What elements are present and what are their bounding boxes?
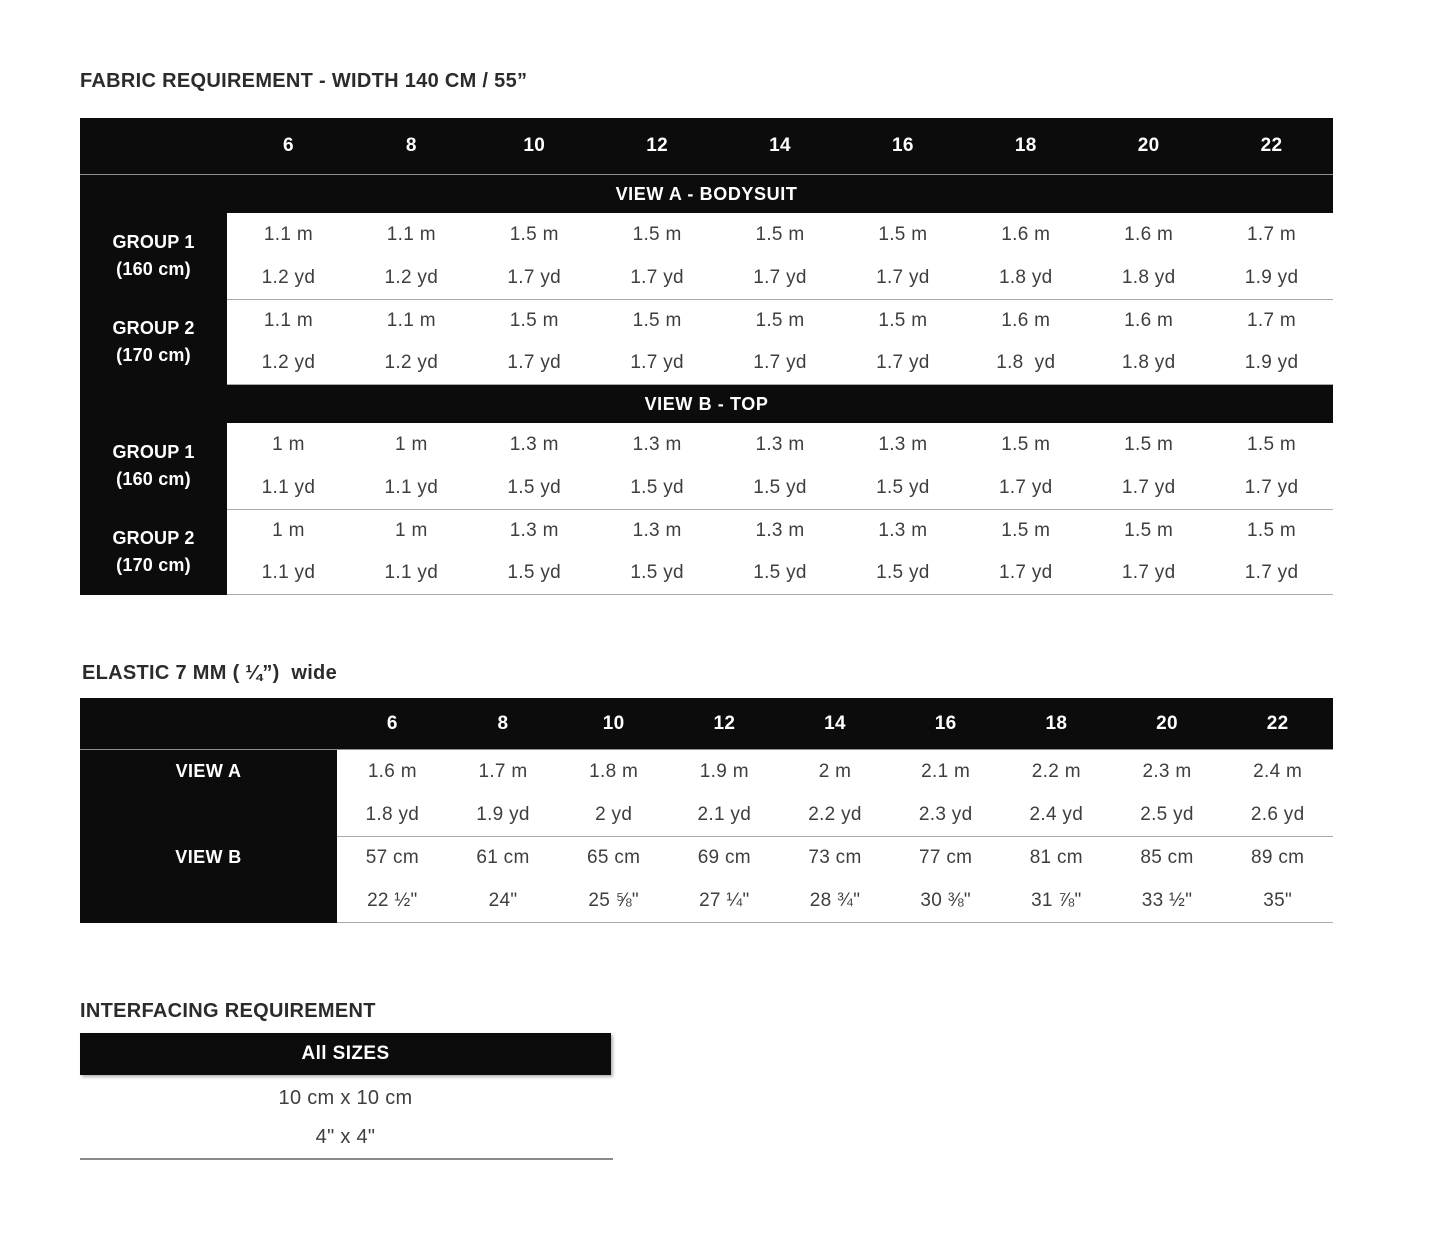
- fabric-imperial-value: 1.7 yd: [1244, 562, 1299, 583]
- elastic-inch-value: 28 ¾": [809, 889, 861, 911]
- elastic-table: [80, 698, 1333, 923]
- elastic-imperial-value: 2 yd: [595, 803, 633, 825]
- fabric-imperial-value: 1.7 yd: [876, 352, 930, 373]
- elastic-cm-value: 65 cm: [587, 847, 641, 869]
- fabric-imperial-value: 1.2 yd: [261, 352, 316, 373]
- fabric-header-corner: [80, 118, 227, 174]
- elastic-metric-value: 2.4 m: [1253, 760, 1303, 782]
- elastic-metric-value: 1.6 m: [367, 760, 417, 782]
- size-column-label: 12: [713, 712, 736, 734]
- fabric-imperial-value: 1.7 yd: [1121, 562, 1176, 583]
- imperial-values-row: [227, 342, 1333, 384]
- elastic-row-view-a: [80, 750, 1333, 836]
- interfacing-title: INTERFACING REQUIREMENT: [80, 1000, 376, 1022]
- all-sizes-header-bar: All SIZES: [80, 1033, 611, 1075]
- view-b-label: VIEW B: [175, 847, 242, 867]
- fabric-metric-value: 1.5 m: [1001, 520, 1051, 541]
- elastic-metric-value: 1.7 m: [478, 760, 528, 782]
- fabric-metric-value: 1.5 m: [878, 223, 928, 245]
- size-column-label: 18: [1014, 135, 1037, 156]
- fabric-values-viewb-group1: [227, 423, 1333, 509]
- fabric-values-viewa-group2: [227, 299, 1333, 385]
- group-label-line2: (170 cm): [116, 555, 191, 575]
- fabric-imperial-value: 1.8 yd: [1121, 266, 1176, 288]
- fabric-imperial-value: 1.7 yd: [630, 352, 684, 373]
- group-label-line1: GROUP 2: [112, 318, 195, 338]
- metric-values-row: [337, 837, 1333, 880]
- fabric-metric-value: 1.5 m: [755, 310, 805, 331]
- fabric-row-viewb-group1: [80, 423, 1333, 509]
- view-a-label-cell: [80, 750, 337, 836]
- fabric-imperial-value: 1.5 yd: [876, 476, 930, 498]
- elastic-cm-value: 81 cm: [1029, 847, 1083, 869]
- size-column-label: 8: [405, 135, 417, 156]
- fabric-imperial-value: 1.7 yd: [753, 266, 807, 288]
- fabric-metric-value: 1.5 m: [1247, 433, 1297, 455]
- group2-170cm-label: [80, 299, 227, 385]
- elastic-size-header-row: [80, 698, 1333, 750]
- fabric-metric-value: 1.6 m: [1124, 223, 1174, 245]
- elastic-imperial-value: 2.3 yd: [918, 803, 973, 825]
- size-column-label: 18: [1045, 712, 1068, 734]
- fabric-metric-value: 1.3 m: [878, 520, 928, 541]
- metric-values-row: [227, 423, 1333, 466]
- metric-values-row: [337, 750, 1333, 793]
- elastic-cm-value: 57 cm: [365, 847, 419, 869]
- fabric-metric-value: 1 m: [395, 520, 428, 541]
- fabric-imperial-value: 1.7 yd: [507, 266, 561, 288]
- elastic-imperial-value: 2.1 yd: [697, 803, 752, 825]
- fabric-imperial-value: 1.5 yd: [630, 476, 684, 498]
- fabric-metric-value: 1.5 m: [755, 223, 805, 245]
- fabric-imperial-value: 1.5 yd: [753, 562, 807, 583]
- metric-values-row: [227, 510, 1333, 552]
- fabric-metric-value: 1.3 m: [632, 433, 682, 455]
- metric-values-row: [227, 300, 1333, 342]
- size-column-label: 12: [646, 135, 668, 156]
- fabric-metric-value: 1.5 m: [1124, 520, 1174, 541]
- fabric-imperial-value: 1.8 yd: [996, 352, 1056, 373]
- fabric-metric-value: 1.3 m: [755, 520, 805, 541]
- fabric-imperial-value: 1.7 yd: [998, 476, 1053, 498]
- elastic-inch-value: 22 ½": [367, 889, 418, 911]
- fabric-imperial-value: 1.7 yd: [630, 266, 684, 288]
- metric-values-row: [227, 213, 1333, 256]
- elastic-cm-value: 77 cm: [919, 847, 973, 869]
- fabric-imperial-value: 1.7 yd: [876, 266, 930, 288]
- size-column-label: 14: [769, 135, 791, 156]
- view-b-label-cell: [80, 836, 337, 923]
- elastic-cm-value: 85 cm: [1140, 847, 1194, 869]
- fabric-imperial-value: 1.7 yd: [1244, 476, 1299, 498]
- group-label-line1: GROUP 2: [112, 528, 195, 548]
- fabric-imperial-value: 1.5 yd: [876, 562, 930, 583]
- fabric-metric-value: 1.5 m: [1001, 433, 1051, 455]
- size-column-label: 16: [892, 135, 914, 156]
- interfacing-imperial-value: 4" x 4": [315, 1126, 376, 1148]
- fabric-metric-value: 1.5 m: [878, 310, 928, 331]
- fabric-metric-value: 1.5 m: [509, 310, 559, 331]
- fabric-imperial-value: 1.5 yd: [507, 476, 561, 498]
- elastic-cm-value: 89 cm: [1251, 847, 1305, 869]
- fabric-imperial-value: 1.2 yd: [261, 266, 316, 288]
- fabric-metric-value: 1.6 m: [1124, 310, 1174, 331]
- fabric-metric-value: 1.7 m: [1247, 223, 1297, 245]
- elastic-header-corner: [80, 698, 337, 749]
- fabric-metric-value: 1 m: [395, 433, 428, 455]
- fabric-imperial-value: 1.1 yd: [261, 562, 316, 583]
- fabric-imperial-value: 1.1 yd: [384, 562, 439, 583]
- view-a-bodysuit-band: VIEW A - BODYSUIT: [80, 175, 1333, 213]
- elastic-metric-value: 1.9 m: [699, 760, 749, 782]
- fabric-metric-value: 1.6 m: [1001, 223, 1051, 245]
- fabric-metric-value: 1.1 m: [263, 310, 313, 331]
- elastic-metric-value: 2.2 m: [1031, 760, 1081, 782]
- elastic-cm-value: 61 cm: [476, 847, 530, 869]
- elastic-imperial-value: 1.8 yd: [365, 803, 420, 825]
- fabric-imperial-value: 1.5 yd: [630, 562, 684, 583]
- fabric-imperial-value: 1.1 yd: [261, 476, 316, 498]
- size-column-label: 20: [1137, 135, 1160, 156]
- fabric-metric-value: 1.3 m: [632, 520, 682, 541]
- fabric-metric-value: 1.3 m: [509, 433, 559, 455]
- fabric-metric-value: 1.7 m: [1247, 310, 1297, 331]
- fabric-size-labels: [227, 118, 1333, 174]
- elastic-cm-value: 73 cm: [808, 847, 862, 869]
- elastic-inch-value: 27 ¼": [699, 889, 750, 911]
- fabric-row-viewa-group1: [80, 213, 1333, 299]
- fabric-values-viewa-group1: [227, 213, 1333, 299]
- elastic-inch-value: 35": [1263, 889, 1293, 911]
- group-label-line2: (160 cm): [116, 469, 191, 489]
- size-column-label: 8: [497, 712, 509, 734]
- fabric-requirement-title: FABRIC REQUIREMENT - WIDTH 140 CM / 55”: [80, 70, 528, 92]
- fabric-imperial-value: 1.7 yd: [1121, 476, 1176, 498]
- elastic-inch-value: 33 ½": [1141, 889, 1193, 911]
- fabric-imperial-value: 1.8 yd: [1121, 352, 1176, 373]
- fabric-metric-value: 1.3 m: [755, 433, 805, 455]
- fabric-imperial-value: 1.5 yd: [753, 476, 807, 498]
- elastic-metric-value: 2.1 m: [921, 760, 971, 782]
- elastic-inch-value: 31 ⅞": [1031, 889, 1082, 911]
- elastic-imperial-value: 2.4 yd: [1029, 803, 1084, 825]
- fabric-values-viewb-group2: [227, 509, 1333, 595]
- fabric-imperial-value: 1.8 yd: [998, 266, 1053, 288]
- elastic-cm-value: 69 cm: [697, 847, 751, 869]
- size-column-label: 16: [934, 712, 957, 734]
- imperial-values-row: [337, 880, 1333, 923]
- fabric-imperial-value: 1.2 yd: [384, 266, 439, 288]
- fabric-metric-value: 1.5 m: [1124, 433, 1174, 455]
- fabric-imperial-value: 1.5 yd: [507, 562, 561, 583]
- elastic-values-view-a: [337, 750, 1333, 836]
- fabric-metric-value: 1.5 m: [632, 223, 682, 245]
- imperial-values-row: [337, 793, 1333, 836]
- fabric-metric-value: 1.1 m: [386, 310, 436, 331]
- fabric-metric-value: 1 m: [272, 520, 305, 541]
- fabric-requirement-table: [80, 118, 1333, 595]
- interfacing-bottom-rule: [80, 1158, 613, 1160]
- fabric-metric-value: 1.5 m: [632, 310, 682, 331]
- elastic-row-view-b: [80, 836, 1333, 923]
- elastic-imperial-value: 2.2 yd: [808, 803, 862, 825]
- elastic-imperial-value: 1.9 yd: [476, 803, 530, 825]
- size-column-label: 22: [1266, 712, 1289, 734]
- fabric-imperial-value: 1.1 yd: [384, 476, 439, 498]
- size-column-label: 20: [1156, 712, 1178, 734]
- imperial-values-row: [227, 256, 1333, 299]
- size-column-label: 10: [523, 135, 546, 156]
- fabric-imperial-value: 1.7 yd: [753, 352, 807, 373]
- group-label-line2: (160 cm): [116, 259, 191, 279]
- fabric-imperial-value: 1.2 yd: [384, 352, 439, 373]
- size-column-label: 22: [1260, 135, 1283, 156]
- fabric-metric-value: 1.1 m: [263, 223, 313, 245]
- view-a-label: VIEW A: [175, 761, 242, 781]
- elastic-inch-value: 24": [488, 889, 518, 911]
- group-label-line2: (170 cm): [116, 345, 191, 365]
- fabric-size-header-row: [80, 118, 1333, 175]
- fabric-imperial-value: 1.9 yd: [1244, 266, 1299, 288]
- group2-170cm-label: [80, 509, 227, 595]
- fabric-imperial-value: 1.7 yd: [507, 352, 561, 373]
- elastic-metric-value: 1.8 m: [589, 760, 639, 782]
- elastic-inch-value: 25 ⅝": [588, 889, 639, 911]
- fabric-metric-value: 1.1 m: [386, 223, 436, 245]
- fabric-metric-value: 1.5 m: [1247, 520, 1297, 541]
- size-column-label: 6: [283, 135, 294, 156]
- size-column-label: 14: [824, 712, 846, 734]
- elastic-imperial-value: 2.5 yd: [1140, 803, 1194, 825]
- group-label-line1: GROUP 1: [112, 232, 195, 252]
- group-label-line1: GROUP 1: [112, 442, 195, 462]
- group1-160cm-label: [80, 423, 227, 509]
- fabric-metric-value: 1.3 m: [878, 433, 928, 455]
- fabric-metric-value: 1.5 m: [509, 223, 559, 245]
- elastic-title: ELASTIC 7 MM ( ¼”) wide: [82, 662, 337, 684]
- elastic-imperial-value: 2.6 yd: [1250, 803, 1305, 825]
- fabric-imperial-value: 1.7 yd: [998, 562, 1053, 583]
- fabric-metric-value: 1.3 m: [509, 520, 559, 541]
- imperial-values-row: [227, 466, 1333, 509]
- elastic-size-labels: [337, 698, 1333, 749]
- view-b-top-band: VIEW B - TOP: [80, 385, 1333, 423]
- fabric-imperial-value: 1.9 yd: [1244, 352, 1299, 373]
- fabric-row-viewa-group2: [80, 299, 1333, 385]
- elastic-metric-value: 2 m: [818, 760, 852, 782]
- fabric-metric-value: 1 m: [272, 433, 305, 455]
- imperial-values-row: [227, 552, 1333, 594]
- size-column-label: 6: [386, 712, 398, 734]
- size-column-label: 10: [602, 712, 625, 734]
- fabric-row-viewb-group2: [80, 509, 1333, 595]
- elastic-values-view-b: [337, 836, 1333, 923]
- fabric-metric-value: 1.6 m: [1001, 310, 1051, 331]
- interfacing-metric-value: 10 cm x 10 cm: [278, 1087, 413, 1109]
- elastic-inch-value: 30 ⅜": [920, 889, 971, 911]
- elastic-metric-value: 2.3 m: [1142, 760, 1192, 782]
- group1-160cm-label: [80, 213, 227, 299]
